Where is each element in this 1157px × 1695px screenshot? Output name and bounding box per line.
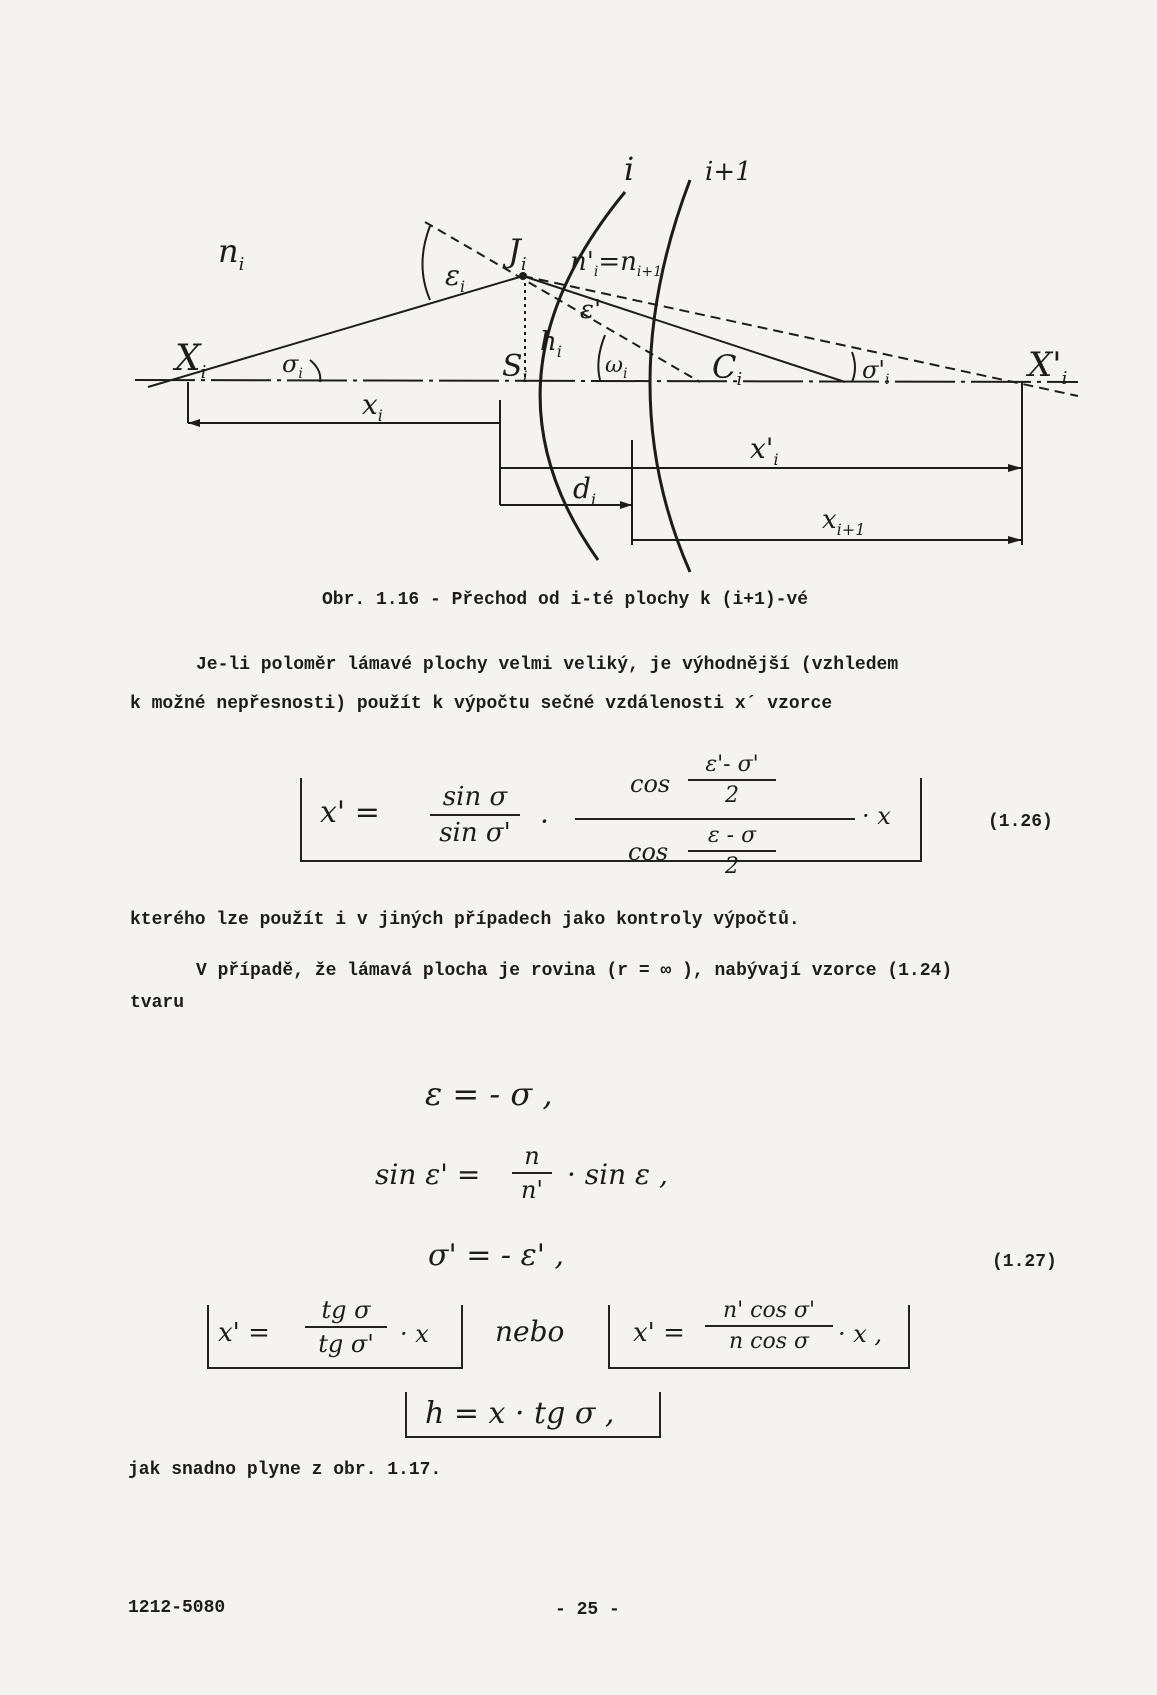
label-sigma-prime: $\sigma'_i$ (862, 356, 890, 388)
dashed-ray (523, 276, 1078, 396)
label-i-plus-1: i+1 (705, 157, 752, 187)
eq127-box2-tail: · x , (838, 1320, 883, 1348)
eq127-line-1: ε = - σ , (425, 1075, 553, 1113)
eq127-box2-num: n' cos σ' (722, 1298, 816, 1323)
label-epsilon-prime: ε' (580, 295, 602, 325)
eq127-line-2-num: n (524, 1142, 540, 1170)
eq126-bot-num: ε - σ (707, 823, 757, 848)
eq126-dot: · (540, 805, 549, 838)
eq126-top-den: 2 (725, 783, 739, 808)
eq126-bottom-fraction (688, 823, 776, 879)
label-X-i: $X_i$ (175, 338, 207, 383)
label-i: i (624, 150, 635, 188)
optics-figure (0, 0, 1157, 590)
eq127-nebo: nebo (495, 1315, 565, 1348)
eq126-frac1-bar (430, 814, 520, 816)
sigma-prime-arc (852, 352, 855, 382)
eq127-box2-fraction (705, 1298, 833, 1354)
eq126-cos-bottom: cos (628, 838, 669, 866)
label-h: $h_i$ (540, 327, 562, 361)
figure-caption: Obr. 1.16 - Přechod od i-té plochy k (i+1)-vé (322, 590, 809, 610)
label-S: $S_i$ (502, 349, 528, 386)
optical-axis (135, 380, 1078, 382)
eq127-box2-den: n cos σ (728, 1329, 810, 1354)
eq127-box2-bar (705, 1325, 833, 1327)
label-omega: $\omega_i$ (605, 353, 628, 382)
eq126-number: (1.26) (988, 812, 1053, 832)
label-C: $C_i$ (712, 348, 743, 390)
footer-code: 1212-5080 (128, 1598, 226, 1618)
eq126-fraction-1 (430, 782, 520, 848)
eq126-main-bar (575, 818, 855, 820)
normal-line (425, 222, 700, 382)
surface-i-plus-1 (650, 180, 690, 572)
label-n-i: $n_i$ (218, 232, 245, 275)
eq126-tail: · x (862, 802, 891, 830)
paragraph-3-line-1: V případě, že lámavá plocha je rovina (r = ∞ ), nabývají vzorce (1.24) (196, 961, 953, 981)
label-n-prime: $n'_i=n_{i+1}$ (570, 247, 663, 280)
paragraph-1-line-1: Je-li poloměr lámavé plochy velmi veliký, je výhodnější (vzhledem (196, 655, 899, 675)
label-x-prime: $x'_i$ (750, 432, 779, 469)
eq126-frac1-num: sin σ (442, 782, 508, 812)
eq127-box1-fraction (305, 1296, 387, 1358)
equation-1-26-box (300, 778, 922, 862)
eq126-frac1-den: sin σ' (439, 818, 511, 848)
eq126-bot-den: 2 (725, 854, 739, 879)
label-epsilon: $\varepsilon_i$ (445, 259, 466, 296)
epsilon-arc (423, 226, 431, 300)
eq127-line-2-bar (512, 1172, 552, 1174)
eq126-top-fraction (688, 752, 776, 808)
eq127-box1-num: tg σ (321, 1296, 371, 1324)
eq126-top-bar (688, 779, 776, 781)
eq126-top-num: ε'- σ' (705, 752, 759, 777)
sigma-arc (310, 360, 320, 382)
eq127-line-2-fraction (512, 1142, 552, 1204)
label-J-i: $J_i$ (508, 232, 527, 275)
eq127-line-3: σ' = - ε' , (428, 1238, 565, 1273)
eq126-bot-bar (688, 850, 776, 852)
label-sigma: $\sigma_i$ (282, 350, 303, 382)
label-d: $d_i$ (573, 472, 597, 509)
paragraph-1-line-2: k možné nepřesnosti) použít k výpočtu sečné vzdálenosti x´ vzorce (130, 694, 833, 714)
eq127-box1-den: tg σ' (318, 1330, 374, 1358)
eq127-line-2-lhs: sin ε' = (375, 1158, 481, 1191)
label-x-next: $x_{i+1}$ (822, 505, 866, 539)
paragraph-2: kterého lze použít i v jiných případech jako kontroly výpočtů. (130, 910, 800, 930)
paragraph-3-line-2: tvaru (130, 993, 185, 1013)
eq127-line-2-den: n' (520, 1176, 544, 1204)
label-X-prime: $X'_i$ (1028, 345, 1068, 389)
eq127-box3: h = x · tg σ , (425, 1396, 615, 1431)
eq127-box1-tail: · x (400, 1320, 429, 1348)
eq126-lhs: x' = (320, 795, 380, 830)
footer-page-number: - 25 - (555, 1600, 620, 1620)
ray-refracted (523, 276, 845, 382)
label-x-i: $x_i$ (362, 388, 383, 425)
eq127-box1-bar (305, 1326, 387, 1328)
eq127-box2-lhs: x' = (633, 1318, 685, 1348)
eq127-line-2-rhs: · sin ε , (567, 1158, 668, 1191)
closing-line: jak snadno plyne z obr. 1.17. (128, 1460, 442, 1480)
eq127-number: (1.27) (992, 1252, 1057, 1272)
eq127-box1-lhs: x' = (218, 1318, 270, 1348)
eq126-cos-top: cos (630, 770, 671, 798)
omega-arc (598, 335, 605, 380)
